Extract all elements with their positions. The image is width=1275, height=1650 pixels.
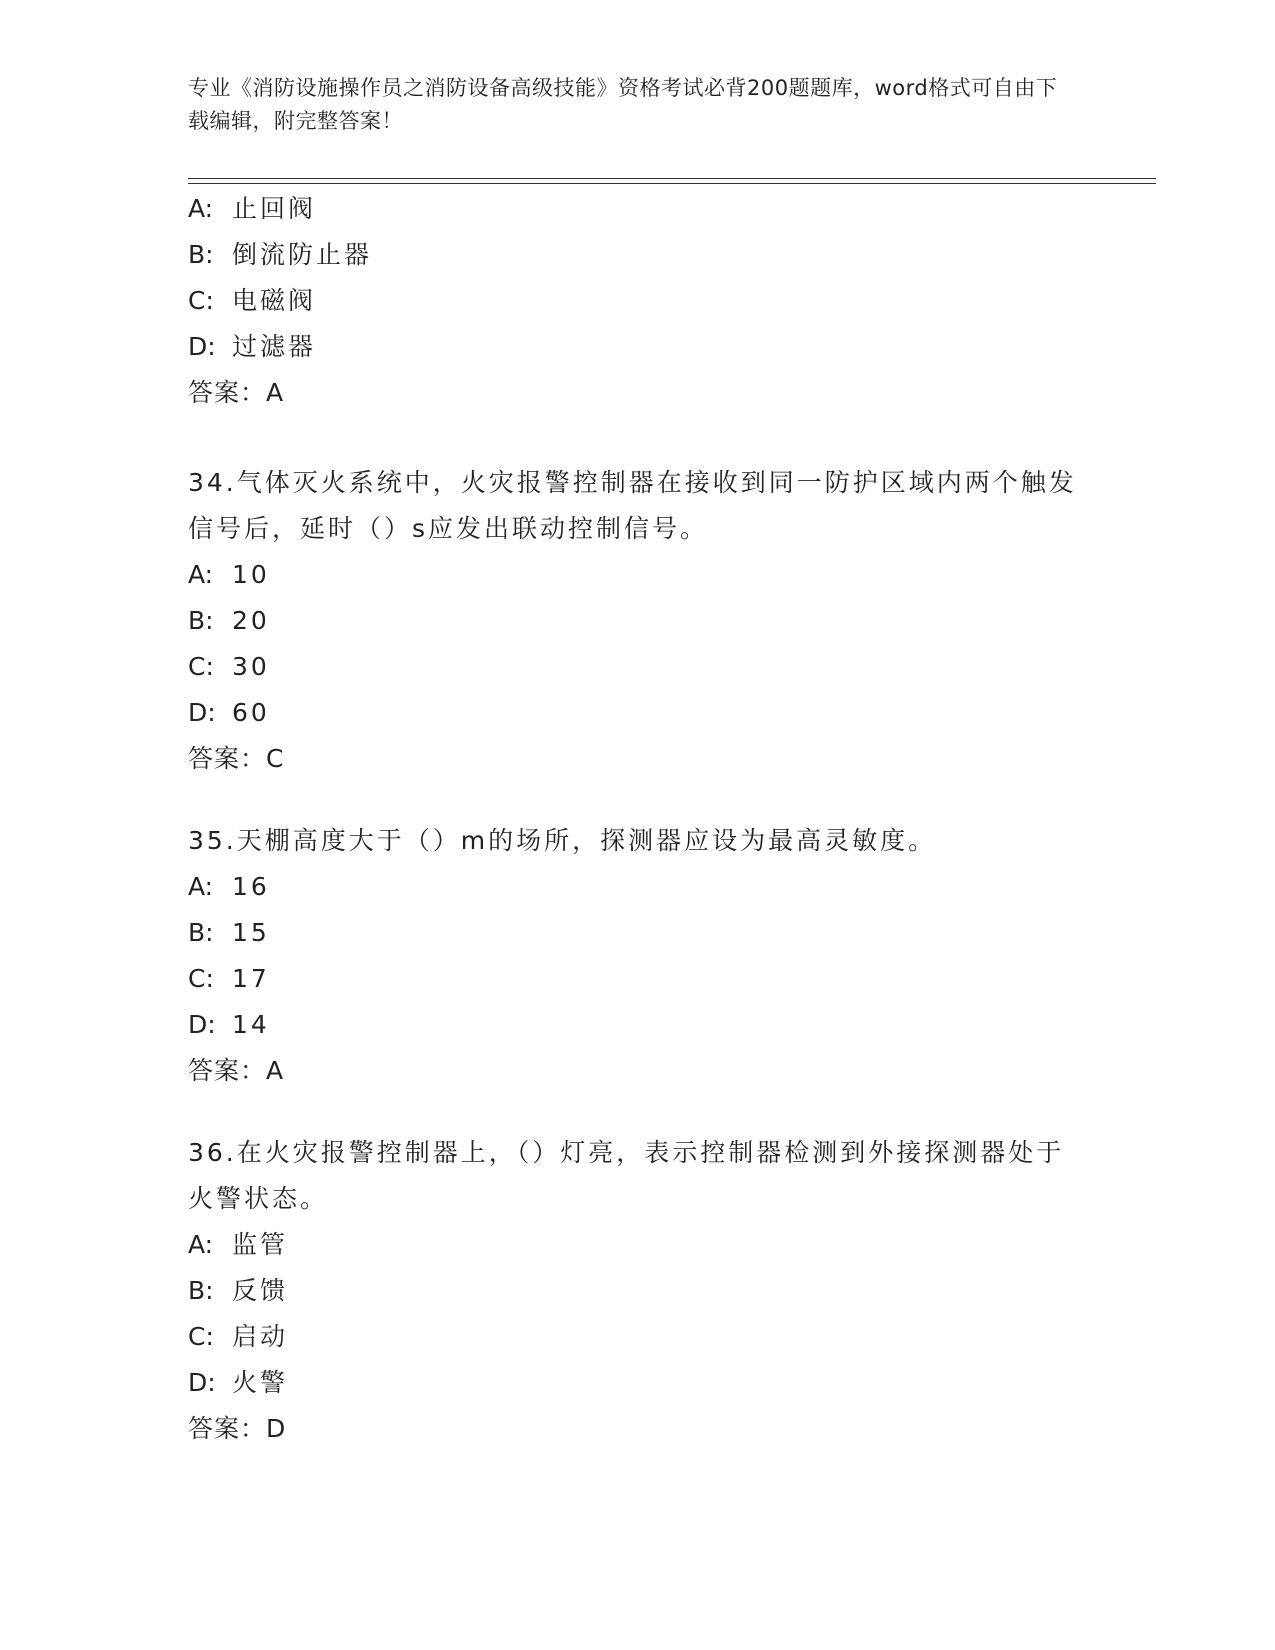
option-b [188, 910, 1088, 956]
option-letter: B: [188, 1276, 214, 1305]
question-35 [188, 818, 1088, 1094]
option-letter: C: [188, 286, 214, 315]
option-a [188, 1222, 1088, 1268]
question-stem: 36.在火灾报警控制器上，（）灯亮，表示控制器检测到外接探测器处于火警状态。 [188, 1138, 1065, 1213]
question-36 [188, 1130, 1088, 1452]
option-a [188, 552, 1088, 598]
question-33 [188, 186, 1088, 416]
option-b [188, 1268, 1088, 1314]
answer-line [188, 1048, 1088, 1094]
option-d [188, 690, 1088, 736]
option-text: 止回阀 [232, 194, 317, 223]
option-d [188, 1002, 1088, 1048]
option-text: 17 [232, 964, 270, 993]
option-letter: C: [188, 1322, 214, 1351]
answer-value: A [266, 1056, 284, 1085]
answer-value: C [266, 744, 284, 773]
option-letter: C: [188, 964, 214, 993]
option-c [188, 956, 1088, 1002]
option-text: 过滤器 [232, 332, 317, 361]
option-letter: A: [188, 1230, 214, 1259]
option-text: 倒流防止器 [232, 240, 373, 269]
answer-line [188, 1406, 1088, 1452]
option-text: 电磁阀 [232, 286, 317, 315]
option-c [188, 278, 1088, 324]
option-letter: A: [188, 194, 214, 223]
answer-line [188, 370, 1088, 416]
option-c [188, 1314, 1088, 1360]
option-text: 火警 [232, 1368, 289, 1397]
option-letter: B: [188, 606, 214, 635]
option-letter: D: [188, 1368, 216, 1397]
option-letter: A: [188, 872, 214, 901]
option-letter: D: [188, 332, 216, 361]
option-c [188, 644, 1088, 690]
option-text: 反馈 [232, 1276, 289, 1305]
answer-value: D [266, 1414, 286, 1443]
option-text: 10 [232, 560, 270, 589]
question-34 [188, 460, 1088, 782]
option-letter: B: [188, 918, 214, 947]
answer-label: 答案： [188, 744, 267, 773]
option-text: 14 [232, 1010, 270, 1039]
question-stem: 34.气体灭火系统中，火灾报警控制器在接收到同一防护区域内两个触发信号后，延时（）s应发出联动控制信号。 [188, 468, 1077, 543]
option-b [188, 232, 1088, 278]
option-a [188, 864, 1088, 910]
option-letter: D: [188, 698, 216, 727]
option-text: 60 [232, 698, 270, 727]
option-letter: D: [188, 1010, 216, 1039]
header-divider [188, 178, 1156, 184]
answer-label: 答案： [188, 1414, 267, 1443]
option-text: 监管 [232, 1230, 289, 1259]
option-text: 15 [232, 918, 270, 947]
option-d [188, 324, 1088, 370]
option-d [188, 1360, 1088, 1406]
document-header-title: 专业《消防设施操作员之消防设备高级技能》资格考试必背200题题库，word格式可自由下载编辑，附完整答案！ [188, 76, 1058, 133]
option-text: 启动 [232, 1322, 289, 1351]
answer-value: A [266, 378, 284, 407]
question-stem: 35.天棚高度大于（）m的场所，探测器应设为最高灵敏度。 [188, 826, 937, 855]
option-letter: B: [188, 240, 214, 269]
option-a [188, 186, 1088, 232]
option-b [188, 598, 1088, 644]
answer-label: 答案： [188, 1056, 267, 1085]
option-letter: C: [188, 652, 214, 681]
option-text: 16 [232, 872, 270, 901]
option-text: 30 [232, 652, 270, 681]
option-text: 20 [232, 606, 270, 635]
option-letter: A: [188, 560, 214, 589]
answer-line [188, 736, 1088, 782]
answer-label: 答案： [188, 378, 267, 407]
